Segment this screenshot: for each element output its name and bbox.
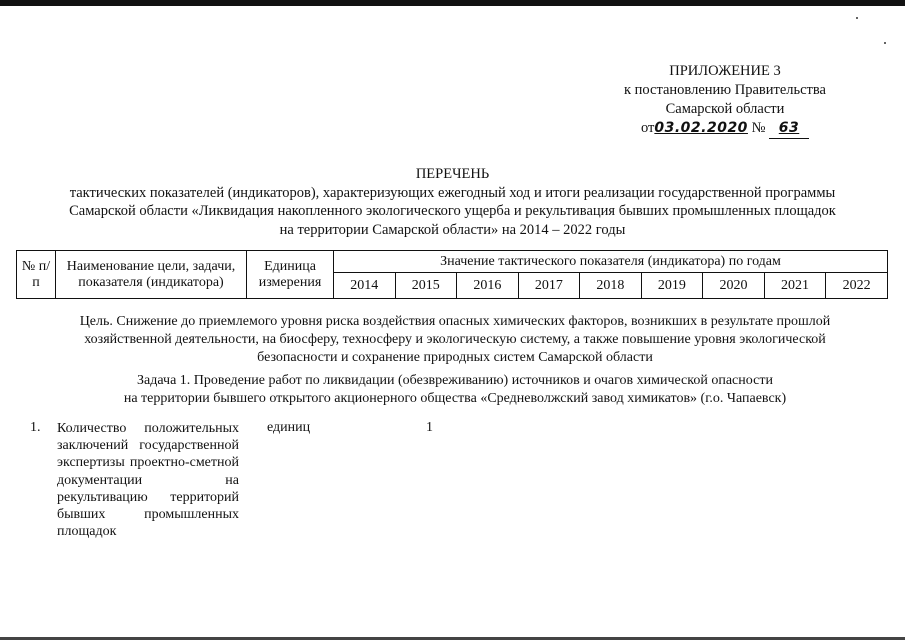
document-title (0, 165, 905, 239)
date-prefix: от (640, 120, 655, 136)
appendix-date-line (560, 119, 890, 139)
header-year: 2018 (580, 273, 642, 299)
row-indicator-name: Количество положительных заключений государственной экспертизы проектно-сметной документации на рекультивацию территорий бывших промышленных площадок (57, 421, 239, 540)
goal-line-1: Цель. Снижение до приемлемого уровня риска воздействия опасных химических факторов, возникших в результате прошлой (79, 314, 831, 329)
appendix-title: ПРИЛОЖЕНИЕ 3 (669, 63, 781, 79)
title-line-3: на территории Самарской области» на 2014 – 2022 годы (279, 221, 626, 238)
header-year: 2016 (457, 273, 519, 299)
header-year: 2021 (764, 273, 826, 299)
indicator-table-header (16, 250, 888, 299)
header-values: Значение тактического показателя (индикатора) по годам (334, 251, 888, 273)
appendix-region: Самарской области (665, 101, 785, 117)
header-year: 2019 (641, 273, 703, 299)
header-year: 2017 (518, 273, 580, 299)
row-unit: единиц (267, 420, 311, 435)
goal-line-2: хозяйственной деятельности, на биосферу, техносферу и экологическую систему, а также повышение уровня экологической (84, 332, 826, 347)
task-line-1: Задача 1. Проведение работ по ликвидации (обезвреживанию) источников и очагов химической опасности (137, 373, 773, 388)
title-line-2: Самарской области «Ликвидация накопленного экологического ущерба и рекультивация бывших промышленных площадок (69, 203, 836, 219)
task-section (40, 372, 870, 408)
header-unit: Единица измерения (247, 251, 334, 299)
header-name: Наименование цели, задачи, показателя (индикатора) (56, 251, 247, 299)
handwritten-number: 63 (769, 119, 809, 139)
header-year: 2014 (334, 273, 396, 299)
task-line-2: на территории бывшего открытого акционерного общества «Средневолжский завод химикатов» (г.о. Чапаевск) (123, 391, 787, 406)
row-value-2014: 1 (426, 420, 433, 435)
header-year: 2022 (826, 273, 888, 299)
goal-line-3: безопасности и сохранение природных систем Самарской области (257, 350, 653, 365)
goal-section (40, 313, 870, 367)
handwritten-date: 03.02.2020 (654, 120, 748, 136)
scan-top-edge (0, 0, 905, 6)
row-number: 1. (30, 420, 41, 435)
appendix-resolution: к постановлению Правительства (624, 82, 826, 98)
header-year: 2015 (395, 273, 457, 299)
header-year: 2020 (703, 273, 765, 299)
title-heading: ПЕРЕЧЕНЬ (415, 166, 490, 182)
header-num: № п/п (17, 251, 56, 299)
number-sign: № (751, 120, 766, 136)
appendix-block (560, 62, 890, 139)
scan-speck (884, 42, 886, 44)
scan-speck (856, 17, 858, 19)
title-line-1: тактических показателей (индикаторов), характеризующих ежегодный ход и итоги реализации государственной программы (69, 184, 836, 201)
